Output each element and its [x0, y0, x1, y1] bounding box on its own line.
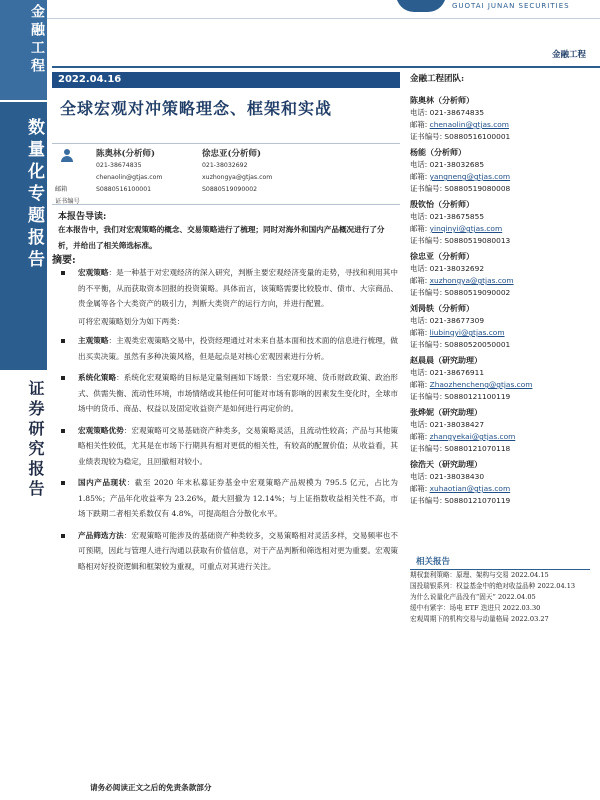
email-label: 邮箱:: [410, 432, 428, 441]
phone-label: 电话:: [410, 420, 428, 429]
email-label: 邮箱:: [410, 484, 428, 493]
cert-label: 证书编号:: [410, 444, 443, 453]
analyst-phone: 021-38675855: [429, 212, 485, 221]
author-card: [202, 148, 272, 196]
analyst-cert: S0880519090002: [444, 288, 511, 297]
email-label: 邮箱:: [410, 328, 428, 337]
left-sidebar: [0, 0, 47, 800]
related-report-link[interactable]: 为什么说量化产品没有“固天” 2022.04.05: [410, 593, 536, 601]
analyst-phone: 021-38032692: [429, 264, 485, 273]
bullet-text: ：主观类宏观策略交易中，投资经理通过对未来自基本面和技术面的信息进行梳理，做出买卖决策。虽然有多种决策风格，但是起点是对核心宏观因素进行分析。: [78, 336, 399, 361]
analyst-phone: 021-38674835: [429, 108, 485, 117]
analyst-phone: 021-38677309: [429, 316, 485, 325]
analyst-cert: S0880519080013: [444, 236, 511, 245]
logo-text: GUOTAI JUNAN SECURITIES: [452, 2, 570, 10]
email-label: 邮箱:: [410, 224, 428, 233]
phone-label: 电话:: [410, 472, 428, 481]
analyst-name: 杨能（分析师）: [410, 147, 466, 157]
analyst-phone: 021-38038430: [429, 472, 485, 481]
phone-label: 电话:: [410, 316, 428, 325]
phone-label: 电话:: [410, 264, 428, 273]
cert-label: 证书编号:: [410, 288, 443, 297]
analyst-phone: 021-38032685: [429, 160, 485, 169]
analyst-card: [410, 353, 600, 403]
bullet-title: 系统化策略: [78, 373, 117, 382]
email-label: 邮箱:: [410, 172, 428, 181]
analyst-email-link[interactable]: yangneng@gtjas.com: [429, 172, 511, 181]
phone-label: 电话:: [410, 212, 428, 221]
bullet-text: ：宏观策略可能涉及的基础资产种类较多，交易策略相对灵活多样，交易频率也不可预期，因此与管理人进行沟通以获取有价值信息，对于产品判断和筛选相对更为重要。宏观策略相对好投资逻辑和框架较为重视，可重点对其进行关注。: [78, 530, 398, 571]
analyst-name: 徐浩天（研究助理）: [410, 459, 482, 469]
analyst-name: 陈奥林（分析师）: [410, 95, 474, 105]
abstract-list: [58, 265, 398, 574]
sidebar-research-label: 证券研究报告: [26, 380, 45, 500]
analyst-cert: S0880121070119: [444, 496, 511, 505]
related-reports-list: [410, 570, 590, 625]
team-panel: [410, 72, 600, 509]
bullet-title: 宏观策略优势: [78, 425, 124, 435]
analyst-phone: 021-38676911: [429, 368, 485, 377]
phone-label: 电话:: [410, 368, 428, 377]
bullet-text: ：截至 2020 年末私募证券基金中宏观策略产品规模为 795.5 亿元，占比为 1.85%；产品年化收益率为 23.26%，最大回撤为 12.14%；与上证指数收益相关性不高，市场下跌期二者相关系数仅有 4.8%，可提高组合分散化水平。: [78, 478, 399, 518]
author-name: 陈奥林(分析师): [96, 149, 156, 159]
analyst-phone: 021-38038427: [429, 420, 485, 429]
analyst-email-link[interactable]: chenaolin@gtjas.com: [429, 120, 510, 129]
analyst-name: 殷钦怡（分析师）: [410, 199, 474, 209]
bullet-title: 产品筛选方法: [78, 530, 124, 540]
phone-label: 电话:: [410, 160, 428, 169]
analyst-name: 徐忠亚（分析师）: [410, 251, 474, 261]
report-date: 2022.04.16: [52, 72, 400, 88]
document-type: 金融工程: [551, 50, 586, 60]
analyst-cert: S0880519080008: [444, 184, 511, 193]
related-report-link[interactable]: 国投瑞银系列：权益基金中的绝对收益品种 2022.04.13: [410, 582, 576, 590]
analyst-email-link[interactable]: yinqinyi@gtjas.com: [429, 224, 503, 233]
analyst-name: 刘昺轶（分析师）: [410, 303, 474, 313]
email-row-label: 邮箱: [55, 186, 68, 193]
analyst-email-link[interactable]: Zhaozhencheng@gtjas.com: [429, 380, 533, 389]
person-icon: [60, 149, 74, 163]
list-note: 可将宏观策略划分为如下两类：: [78, 316, 185, 326]
intro-heading: 本报告导读:: [58, 212, 107, 222]
cert-label: 证书编号:: [410, 340, 443, 349]
cert-row-label: 证书编号: [55, 198, 80, 205]
analyst-cert: S0880520050001: [444, 340, 511, 349]
email-label: 邮箱:: [410, 276, 428, 285]
report-title: 全球宏观对冲策略理念、框架和实战: [60, 99, 333, 118]
related-reports-heading: 相关报告: [410, 555, 590, 570]
analyst-cert: S0880516100001: [444, 132, 511, 141]
analyst-card: [410, 197, 600, 247]
analyst-cert: S0880121070118: [444, 444, 511, 453]
author-cert: S0880516100001: [96, 186, 152, 193]
list-item: [58, 423, 398, 470]
list-item: [58, 265, 398, 312]
author-email[interactable]: chenaolin@gtjas.com: [96, 174, 163, 181]
bullet-title: 国内产品现状: [78, 478, 127, 487]
bullet-text: ：系统化宏观策略的目标是定量刻画如下场景：当宏观环境、货币财政政策、政治形式、供需失衡、流动性环境，市场情绪或其他任何可能对市场有影响的因素发生变化时，全球市场中的货币、商品、权益以及固定收益资产是如何进行再定价的。: [78, 373, 399, 413]
analyst-card: [410, 93, 600, 143]
title-rule: [52, 66, 600, 68]
cert-label: 证书编号:: [410, 132, 443, 141]
analyst-email-link[interactable]: xuhaotian@gtjas.com: [429, 484, 511, 493]
analyst-name: 赵晨晨（研究助理）: [410, 355, 482, 365]
abstract-heading: 摘要:: [52, 255, 76, 266]
list-item: [58, 528, 398, 575]
team-heading: 金融工程团队:: [410, 74, 465, 84]
author-phone: 021-38032692: [202, 162, 248, 169]
brand-logo: [396, 0, 600, 14]
bullet-text: ：是一种基于对宏观经济的深入研究，判断主要宏观经济变量的走势，寻找和利用其中的不平衡，从而获取资本回报的投资策略。具体而言，该策略需要比较股市、债市、大宗商品、贵金属等各个大类资产的吸引力，判断大类资产的运行方向，并进行配置。: [78, 268, 399, 308]
phone-label: 电话:: [410, 108, 428, 117]
cert-label: 证书编号:: [410, 392, 443, 401]
author-cert: S0880519090002: [202, 186, 258, 193]
cert-label: 证书编号:: [410, 236, 443, 245]
email-label: 邮箱:: [410, 380, 428, 389]
bullet-title: 宏观策略: [78, 268, 109, 277]
analyst-cert: S0880121100119: [444, 392, 511, 401]
analyst-card: [410, 301, 600, 351]
related-report-link[interactable]: 缓中有紧字：场电 ETF 迭进只 2022.03.30: [410, 604, 541, 612]
header-divider: [47, 18, 600, 19]
related-report-link[interactable]: 期权套利策略：原理、架构与交易 2022.04.15: [410, 571, 549, 579]
bullet-text: ：宏观策略可交易基础资产种类多，交易策略灵活，且流动性较高；产品与其他策略相关性较低，尤其是在市场下行期具有相对更低的相关性，有较高的配置价值；从收益看，其业绩表现较为稳定，且回撤相对较小。: [78, 425, 398, 466]
cert-label: 证书编号:: [410, 496, 443, 505]
related-report-link[interactable]: 宏观周期下的机构交易与动量格局 2022.03.27: [410, 615, 549, 623]
list-item: [58, 370, 398, 417]
list-item: [58, 475, 398, 522]
author-email[interactable]: xuzhongya@gtjas.com: [202, 174, 273, 181]
author-row-labels: [55, 184, 80, 208]
author-name: 徐忠亚(分析师): [202, 149, 262, 159]
author-phone: 021-38674835: [96, 162, 142, 169]
analyst-card: [410, 249, 600, 299]
list-item: [58, 333, 398, 364]
analyst-card: [410, 145, 600, 195]
logo-mark-icon: [396, 0, 446, 12]
author-card: [96, 148, 162, 196]
bullet-title: 主观策略: [78, 336, 109, 345]
email-label: 邮箱:: [410, 120, 428, 129]
author-block: [52, 143, 400, 205]
analyst-card: [410, 405, 600, 455]
sidebar-report-type-label: 数量化专题报告: [24, 118, 44, 272]
disclaimer-footer: 请务必阅读正文之后的免责条款部分: [90, 783, 212, 792]
sidebar-category-label: 金融工程: [29, 4, 45, 76]
analyst-name: 张烨妮（研究助理）: [410, 407, 482, 417]
analyst-email-link[interactable]: liubingyi@gtjas.com: [429, 328, 505, 337]
analyst-email-link[interactable]: zhangyekai@gtjas.com: [429, 432, 516, 441]
analyst-card: [410, 457, 600, 507]
intro-text: 在本报告中，我们对宏观策略的概念、交易策略进行了梳理；同时对海外和国内产品概况进行了分析，并给出了相关筛选标准。: [58, 225, 385, 250]
cert-label: 证书编号:: [410, 184, 443, 193]
analyst-email-link[interactable]: xuzhongya@gtjas.com: [429, 276, 514, 285]
